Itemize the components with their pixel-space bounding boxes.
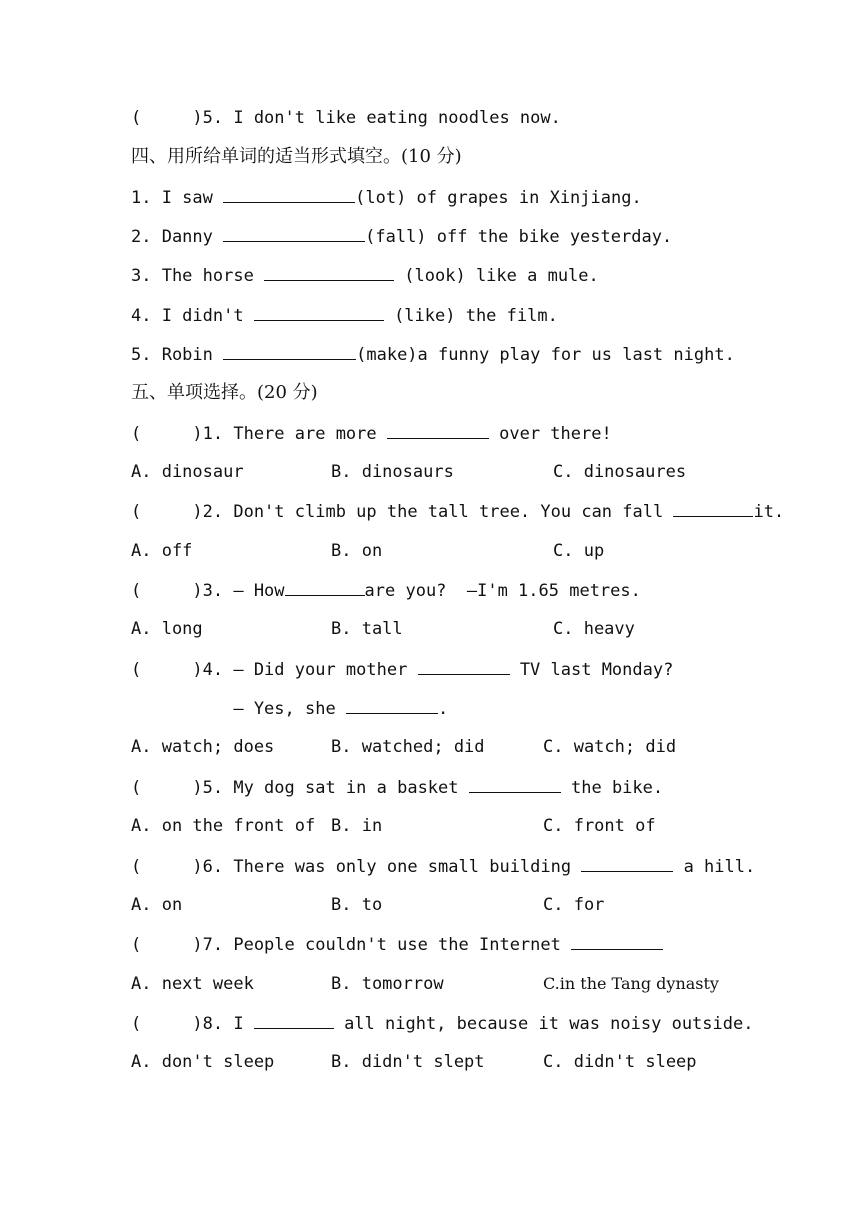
option-a[interactable]: A. off — [131, 541, 193, 561]
option-b[interactable]: B. tomorrow — [331, 974, 444, 994]
s4-item-5: 5. Robin (make)a funny play for us last night. — [131, 341, 735, 367]
option-c[interactable]: C. heavy — [553, 619, 635, 639]
s5-q2-options — [131, 538, 771, 564]
option-a[interactable]: A. next week — [131, 974, 254, 994]
s5-question-4-reply: — Yes, she . — [131, 695, 448, 721]
answer-blank[interactable] — [223, 223, 365, 242]
option-a[interactable]: A. don't sleep — [131, 1052, 275, 1072]
answer-blank[interactable] — [285, 577, 365, 596]
section-5-heading: 五、单项选择。(20 分) — [131, 382, 318, 403]
s5-q7-options — [131, 971, 771, 997]
s5-question-4: ( )4. — Did your mother TV last Monday? — [131, 656, 673, 682]
option-c[interactable]: C.in the Tang dynasty — [543, 974, 719, 993]
s5-question-6: ( )6. There was only one small building a hill. — [131, 853, 755, 879]
s5-question-1: ( )1. There are more over there! — [131, 420, 612, 446]
option-a[interactable]: A. on — [131, 895, 183, 915]
s4-item-2: 2. Danny (fall) off the bike yesterday. — [131, 223, 672, 249]
answer-blank[interactable] — [673, 498, 753, 517]
section-4-heading: 四、用所给单词的适当形式填空。(10 分) — [131, 146, 462, 167]
s5-q5-options — [131, 813, 771, 839]
option-c[interactable]: C. up — [553, 541, 605, 561]
s5-q3-options — [131, 616, 771, 642]
answer-blank[interactable] — [254, 302, 384, 321]
answer-blank[interactable] — [571, 931, 663, 950]
option-b[interactable]: B. didn't slept — [331, 1052, 485, 1072]
option-c[interactable]: C. didn't sleep — [543, 1052, 697, 1072]
option-b[interactable]: B. to — [331, 895, 383, 915]
answer-blank[interactable] — [264, 262, 394, 281]
s3-question-5: ( )5. I don't like eating noodles now. — [131, 108, 561, 128]
s5-question-7: ( )7. People couldn't use the Internet — [131, 931, 663, 957]
answer-blank[interactable] — [223, 184, 355, 203]
option-b[interactable]: B. dinosaurs — [331, 462, 454, 482]
answer-blank[interactable] — [418, 656, 510, 675]
answer-blank[interactable] — [387, 420, 489, 439]
s5-q4-options — [131, 734, 771, 760]
option-c[interactable]: C. for — [543, 895, 605, 915]
option-b[interactable]: B. in — [331, 816, 383, 836]
answer-blank[interactable] — [254, 1010, 334, 1029]
answer-blank[interactable] — [581, 853, 673, 872]
option-a[interactable]: A. long — [131, 619, 203, 639]
option-a[interactable]: A. watch; does — [131, 737, 275, 757]
option-b[interactable]: B. tall — [331, 619, 403, 639]
option-c[interactable]: C. front of — [543, 816, 656, 836]
answer-blank[interactable] — [223, 341, 356, 360]
s5-question-2: ( )2. Don't climb up the tall tree. You can fall it. — [131, 498, 784, 524]
option-b[interactable]: B. watched; did — [331, 737, 485, 757]
answer-blank[interactable] — [469, 774, 561, 793]
s5-q6-options — [131, 892, 771, 918]
option-a[interactable]: A. on the front of — [131, 816, 316, 836]
s4-item-4: 4. I didn't (like) the film. — [131, 302, 558, 328]
s5-q8-options — [131, 1049, 771, 1075]
s5-question-3: ( )3. — How are you? —I'm 1.65 metres. — [131, 577, 641, 603]
option-a[interactable]: A. dinosaur — [131, 462, 244, 482]
option-b[interactable]: B. on — [331, 541, 383, 561]
s4-item-3: 3. The horse (look) like a mule. — [131, 262, 599, 288]
s4-item-1: 1. I saw (lot) of grapes in Xinjiang. — [131, 184, 642, 210]
s5-question-5: ( )5. My dog sat in a basket the bike. — [131, 774, 663, 800]
s5-q1-options — [131, 459, 771, 485]
s5-question-8: ( )8. I all night, because it was noisy outside. — [131, 1010, 753, 1036]
option-c[interactable]: C. dinosaures — [553, 462, 687, 482]
answer-blank[interactable] — [346, 695, 438, 714]
option-c[interactable]: C. watch; did — [543, 737, 677, 757]
